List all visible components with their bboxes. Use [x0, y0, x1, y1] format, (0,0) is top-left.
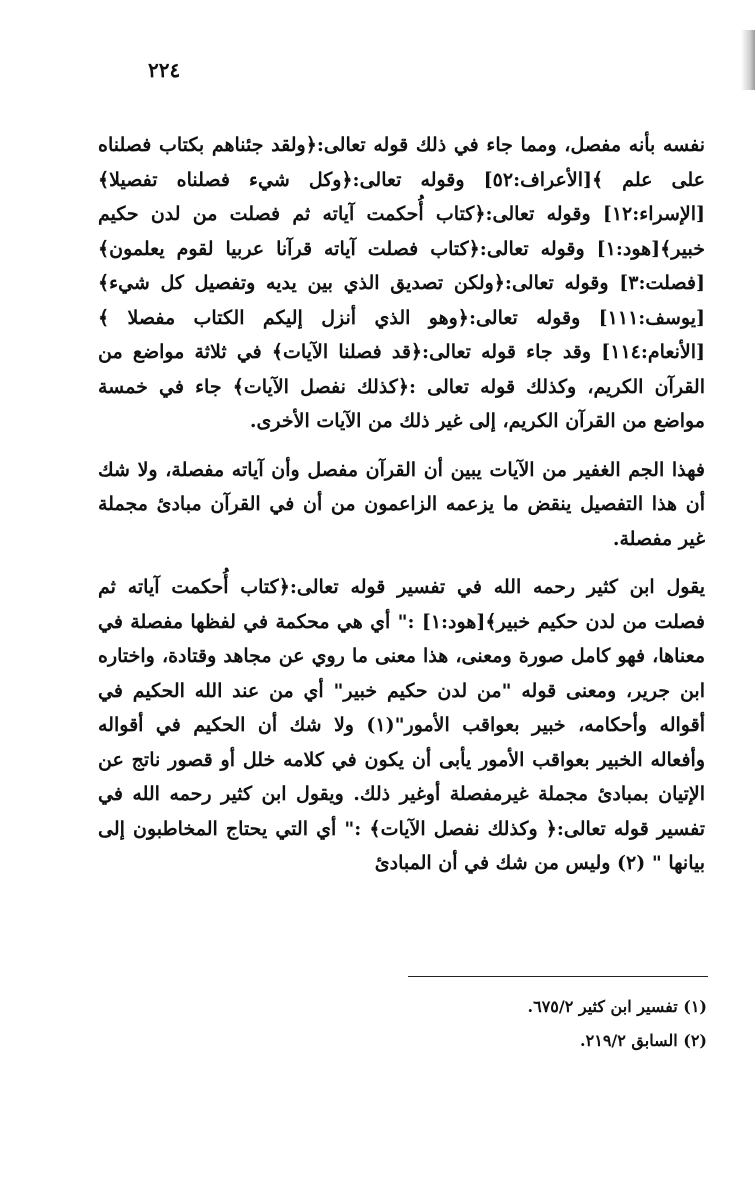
footnotes: [287, 990, 707, 1058]
footnote-2: (٢) السابق ٢١٩/٢.: [580, 1031, 707, 1050]
footnote-separator: [408, 976, 708, 977]
paragraph-2: فهذا الجم الغفير من الآيات يبين أن القرآن مفصل وأن آياته مفصلة، ولا شك أن هذا التفصيل ينقض ما يزعمه الزاعمون من أن في القرآن مبادئ مجملة غير مفصلة.: [98, 458, 705, 550]
paragraph-1: نفسه بأنه مفصل، ومما جاء في ذلك قوله تعالى:﴿ولقد جئناهم بكتاب فصلناه على علم ﴾[الأعراف:٥٢] وقوله تعالى:﴿وكل شيء فصلناه تفصيلا﴾[الإسراء:١٢] وقوله تعالى:﴿كتاب أُحكمت آياته ثم فصلت من لدن حكيم خبير﴾[هود:١] وقوله تعالى:﴿كتاب فصلت آياته قرآنا عربيا لقوم يعلمون﴾[فصلت:٣] وقوله تعالى:﴿ولكن تصديق الذي بين يديه وتفصيل كل شيء﴾[يوسف:١١١] وقوله تعالى:﴿وهو الذي أنزل إليكم الكتاب مفصلا ﴾[الأنعام:١١٤] وقد جاء قوله تعالى:﴿قد فصلنا الآيات﴾ في ثلاثة مواضع من القرآن الكريم، وكذلك قوله تعالى :﴿كذلك نفصل الآيات﴾ جاء في خمسة مواضع من القرآن الكريم، إلى غير ذلك من الآيات الأخرى.: [98, 134, 705, 432]
page-edge-shadow: [741, 30, 755, 90]
page-number: ٢٢٤: [148, 58, 181, 82]
paragraph-3: يقول ابن كثير رحمه الله في تفسير قوله تعالى:﴿كتاب أُحكمت آياته ثم فصلت من لدن حكيم خبير﴾[هود:١] :" أي هي محكمة في لفظها مفصلة في معناها، فهو كامل صورة ومعنى، هذا معنى ما روي عن مجاهد وقتادة، واختاره ابن جرير، ومعنى قوله "من لدن حكيم خبير" أي من عند الله الحكيم في أقواله وأحكامه، خبير بعواقب الأمور"(١) ولا شك أن الحكيم في أقواله وأفعاله الخبير بعواقب الأمور يأبى أن يكون في كلامه خلل أو قصور ناتج عن الإتيان بمبادئ مجملة غيرمفصلة أوغير ذلك. ويقول ابن كثير رحمه الله في تفسير قوله تعالى:﴿ وكذلك نفصل الآيات﴾ :" أي التي يحتاج المخاطبون إلى بيانها " (٢) وليس من شك في أن المبادئ: [98, 576, 705, 874]
footnote-1: (١) تفسير ابن كثير ٦٧٥/٢.: [527, 997, 707, 1016]
body-text: [98, 128, 705, 881]
